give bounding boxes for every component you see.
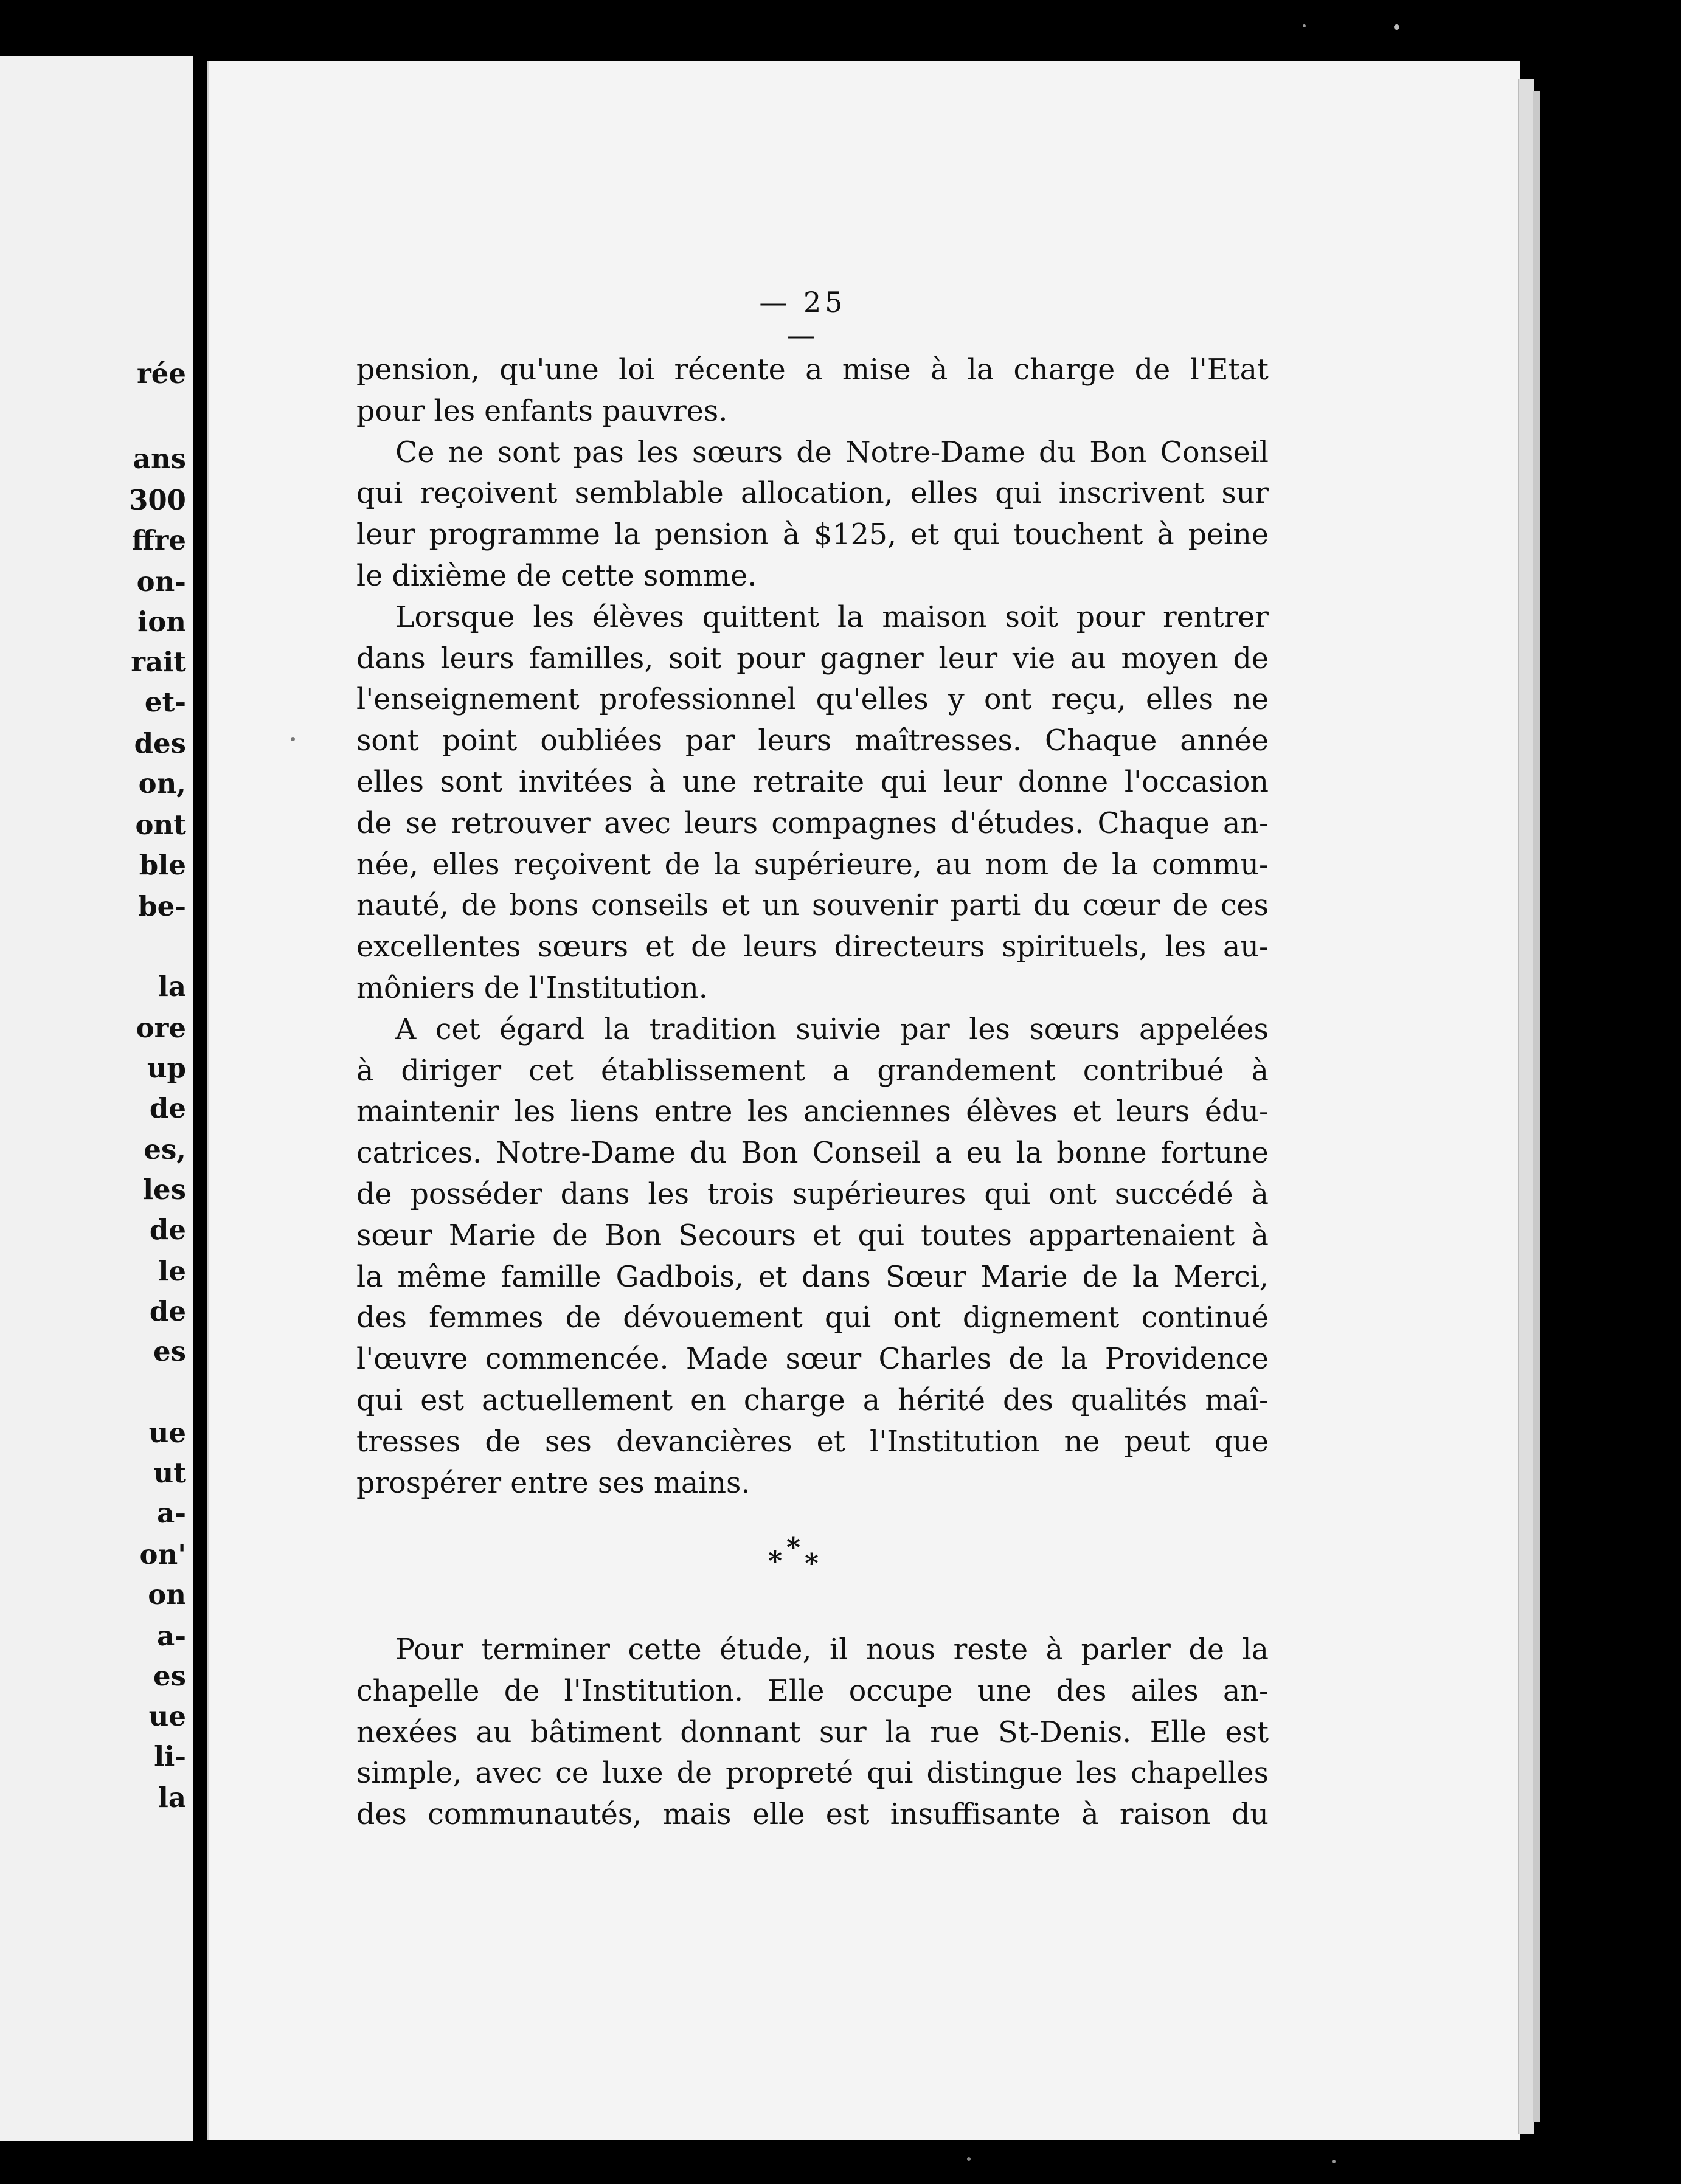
left-page-line-fragment: ore (136, 1012, 186, 1044)
left-page-line-fragment: rée (137, 358, 186, 390)
page-stack-edge-inner (1533, 91, 1540, 2122)
scan-speck (967, 2157, 971, 2161)
asterism-separator (763, 1532, 830, 1579)
left-page-line-fragment: on- (136, 565, 186, 598)
text-line: la même famille Gadbois, et dans Sœur Marie de la Merci, (356, 1260, 1269, 1294)
text-line: leur programme la pension à $125, et qui touchent à peine (356, 518, 1269, 552)
left-facing-page (0, 56, 193, 2141)
text-line: de posséder dans les trois supérieures qui ont succédé à (356, 1177, 1269, 1211)
text-line: nexées au bâtiment donnant sur la rue St-Denis. Elle est (356, 1715, 1269, 1749)
left-page-line-fragment: des (134, 727, 186, 759)
left-page-line-fragment: es (153, 1660, 186, 1692)
left-page-line-fragment: ans (133, 443, 186, 475)
text-line: l'enseignement professionnel qu'elles y ont reçu, elles ne (356, 683, 1269, 717)
left-page-line-fragment: rait (131, 646, 186, 678)
text-line: qui reçoivent semblable allocation, elles qui inscrivent sur (356, 477, 1269, 511)
text-line: Lorsque les élèves quittent la maison soit pour rentrer (395, 600, 1269, 634)
paragraph (356, 350, 1269, 432)
text-line: dans leurs familles, soit pour gagner leur vie au moyen de (356, 641, 1269, 676)
text-line: prospérer entre ses mains. (356, 1466, 750, 1500)
left-page-line-fragment: 300 (129, 484, 186, 516)
scan-speck (1303, 24, 1306, 27)
text-line: maintenir les liens entre les anciennes élèves et leurs édu- (356, 1095, 1269, 1129)
page-number: — 25 — (759, 286, 847, 351)
text-line: l'œuvre commencée. Made sœur Charles de la Providence (356, 1343, 1269, 1377)
left-page-line-fragment: ue (148, 1417, 186, 1449)
page-stack-edge (1518, 79, 1534, 2134)
left-page-line-fragment: li- (154, 1740, 186, 1772)
left-page-line-fragment: les (142, 1173, 186, 1206)
text-line: nauté, de bons conseils et un souvenir parti du cœur de ces (356, 889, 1269, 923)
text-line: née, elles reçoivent de la supérieure, au nom de la commu- (356, 848, 1269, 882)
closing-text-block (356, 1629, 1269, 1836)
left-page-line-fragment: ion (137, 606, 186, 638)
left-page-line-fragment: on, (138, 767, 186, 800)
text-line: des communautés, mais elle est insuffisante à raison du (356, 1798, 1269, 1832)
text-line: A cet égard la tradition suivie par les sœurs appelées (395, 1012, 1269, 1046)
text-line: simple, avec ce luxe de propreté qui distingue les chapelles (356, 1757, 1269, 1791)
text-line: elles sont invitées à une retraite qui leur donne l'occasion (356, 765, 1269, 799)
text-line: Pour terminer cette étude, il nous reste à parler de la (395, 1633, 1269, 1667)
left-page-line-fragment: a- (157, 1620, 186, 1652)
left-page-line-fragment: de (149, 1295, 186, 1327)
text-line: le dixième de cette somme. (356, 559, 757, 593)
left-page-line-fragment: a- (157, 1497, 186, 1529)
text-line: excellentes sœurs et de leurs directeurs spirituels, les au- (356, 930, 1269, 964)
main-text-block (356, 350, 1269, 1504)
left-page-line-fragment: ut (153, 1457, 186, 1489)
text-line: chapelle de l'Institution. Elle occupe une des ailes an- (356, 1674, 1269, 1708)
text-line: Ce ne sont pas les sœurs de Notre-Dame du Bon Conseil (395, 435, 1269, 469)
left-page-line-fragment: ble (139, 849, 186, 881)
left-page-line-fragment: ffre (131, 524, 186, 556)
scan-speck (291, 737, 295, 741)
book-gutter (193, 36, 207, 2177)
left-page-line-fragment: de (149, 1214, 186, 1246)
scan-speck (1332, 2160, 1336, 2163)
left-page-line-fragment: la (158, 970, 186, 1003)
text-line: qui est actuellement en charge a hérité des qualités maî- (356, 1383, 1269, 1417)
left-page-line-fragment: de (149, 1092, 186, 1124)
left-page-line-fragment: ont (135, 809, 186, 841)
left-page-line-fragment: la (158, 1781, 186, 1814)
left-page-line-fragment: be- (138, 890, 186, 922)
asterisk: * (768, 1546, 783, 1577)
text-line: pour les enfants pauvres. (356, 394, 728, 428)
paragraph (356, 1009, 1269, 1504)
text-line: pension, qu'une loi récente a mise à la charge de l'Etat (356, 353, 1269, 387)
text-line: sont point oubliées par leurs maîtresses. Chaque année (356, 724, 1269, 758)
asterisk: * (805, 1548, 819, 1579)
paragraph (356, 432, 1269, 597)
left-page-line-fragment: es (153, 1335, 186, 1367)
scan-speck (1394, 24, 1399, 30)
left-page-line-fragment: up (147, 1052, 186, 1084)
asterisk: * (786, 1532, 801, 1563)
left-page-line-fragment: on (148, 1578, 186, 1611)
left-page-line-fragment: le (158, 1255, 186, 1287)
text-line: de se retrouver avec leurs compagnes d'études. Chaque an- (356, 806, 1269, 840)
text-line: des femmes de dévouement qui ont dignement continué (356, 1301, 1269, 1335)
text-line: à diriger cet établissement a grandement contribué à (356, 1054, 1269, 1088)
text-line: tresses de ses devancières et l'Institution ne peut que (356, 1425, 1269, 1459)
left-page-line-fragment: ue (148, 1700, 186, 1732)
text-line: môniers de l'Institution. (356, 971, 708, 1005)
paragraph (356, 597, 1269, 1009)
left-page-line-fragment: et- (144, 686, 186, 718)
text-line: catrices. Notre-Dame du Bon Conseil a eu la bonne fortune (356, 1136, 1269, 1170)
left-page-line-fragment: es, (144, 1133, 186, 1166)
left-page-line-fragment: on' (139, 1538, 186, 1571)
text-line: sœur Marie de Bon Secours et qui toutes appartenaient à (356, 1218, 1269, 1253)
